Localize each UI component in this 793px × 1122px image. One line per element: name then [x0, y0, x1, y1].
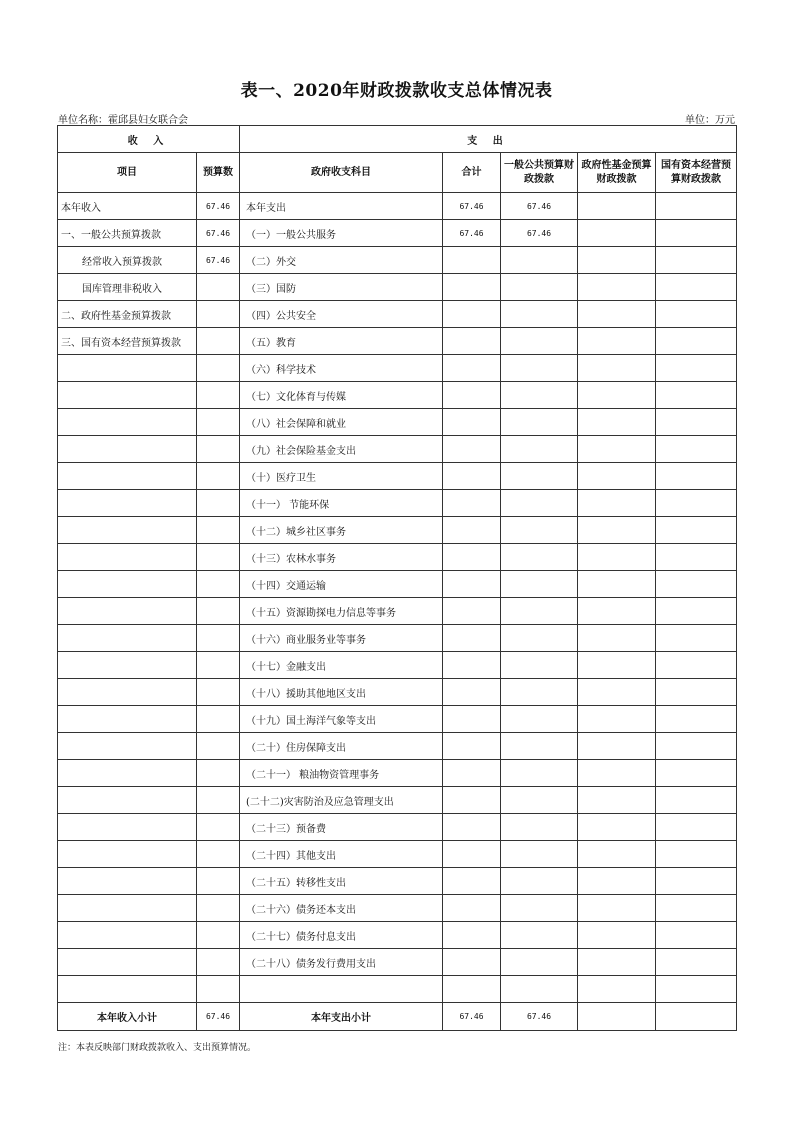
cell-state [656, 652, 737, 679]
cell-state [656, 787, 737, 814]
col-budget-header: 预算数 [197, 153, 240, 193]
cell-state [656, 517, 737, 544]
cell-state [656, 274, 737, 301]
cell-state [656, 301, 737, 328]
cell-budget: 67.46 [197, 220, 240, 247]
table-row [58, 760, 737, 787]
cell-item [58, 760, 197, 787]
cell-subject: （二十三）预备费 [240, 814, 443, 841]
cell-subject: （九）社会保险基金支出 [240, 436, 443, 463]
cell-total [443, 247, 501, 274]
cell-budget [197, 355, 240, 382]
cell-state [656, 976, 737, 1003]
expense-subtotal-total: 67.46 [443, 1003, 501, 1031]
cell-item [58, 706, 197, 733]
table-row [58, 868, 737, 895]
cell-state [656, 193, 737, 220]
cell-total: 67.46 [443, 220, 501, 247]
cell-budget: 67.46 [197, 193, 240, 220]
cell-item [58, 625, 197, 652]
table-row [58, 247, 737, 274]
cell-subject: 本年支出 [240, 193, 443, 220]
cell-total [443, 274, 501, 301]
table-row [58, 976, 737, 1003]
income-subtotal-label: 本年收入小计 [58, 1003, 197, 1031]
cell-item [58, 922, 197, 949]
cell-state [656, 922, 737, 949]
cell-state [656, 841, 737, 868]
cell-state [656, 760, 737, 787]
cell-item [58, 787, 197, 814]
cell-item [58, 355, 197, 382]
cell-total [443, 409, 501, 436]
cell-state [656, 490, 737, 517]
cell-general [501, 760, 578, 787]
cell-total [443, 922, 501, 949]
cell-state [656, 436, 737, 463]
table-row [58, 436, 737, 463]
cell-total [443, 787, 501, 814]
cell-subject: （二十）住房保障支出 [240, 733, 443, 760]
table-row [58, 328, 737, 355]
cell-fund [578, 355, 656, 382]
cell-general [501, 382, 578, 409]
cell-item [58, 949, 197, 976]
cell-fund [578, 895, 656, 922]
cell-item [58, 841, 197, 868]
cell-budget [197, 463, 240, 490]
table-row [58, 895, 737, 922]
cell-subject: （一）一般公共服务 [240, 220, 443, 247]
cell-state [656, 571, 737, 598]
cell-budget [197, 895, 240, 922]
cell-budget [197, 436, 240, 463]
cell-total [443, 382, 501, 409]
income-header: 收 入 [58, 126, 240, 153]
cell-subject: （十七）金融支出 [240, 652, 443, 679]
cell-fund [578, 841, 656, 868]
cell-general [501, 409, 578, 436]
expense-header: 支 出 [240, 126, 737, 153]
cell-state [656, 409, 737, 436]
cell-total [443, 301, 501, 328]
cell-subject: （二十七）债务付息支出 [240, 922, 443, 949]
cell-fund [578, 598, 656, 625]
cell-total [443, 949, 501, 976]
cell-subject: （十三）农林水事务 [240, 544, 443, 571]
cell-budget [197, 868, 240, 895]
col-fund-header: 政府性基金预算财政拨款 [578, 153, 656, 193]
cell-fund [578, 976, 656, 1003]
cell-state [656, 220, 737, 247]
cell-subject: （二十六）债务还本支出 [240, 895, 443, 922]
cell-budget [197, 679, 240, 706]
cell-subject: （十五）资源勘探电力信息等事务 [240, 598, 443, 625]
cell-general [501, 490, 578, 517]
cell-subject: （二十一） 粮油物资管理事务 [240, 760, 443, 787]
cell-general [501, 625, 578, 652]
cell-total [443, 760, 501, 787]
cell-general [501, 544, 578, 571]
table-row [58, 571, 737, 598]
table-row [58, 652, 737, 679]
cell-budget [197, 517, 240, 544]
cell-fund [578, 193, 656, 220]
table-row [58, 706, 737, 733]
table-row [58, 274, 737, 301]
cell-general [501, 787, 578, 814]
cell-subject: （十一） 节能环保 [240, 490, 443, 517]
cell-fund [578, 544, 656, 571]
col-total-header: 合计 [443, 153, 501, 193]
expense-subtotal-fund [578, 1003, 656, 1031]
cell-state [656, 868, 737, 895]
cell-budget [197, 841, 240, 868]
unit-label: 单位：万元 [685, 115, 735, 126]
cell-general [501, 328, 578, 355]
cell-total [443, 895, 501, 922]
cell-budget [197, 706, 240, 733]
table-row [58, 625, 737, 652]
cell-state [656, 328, 737, 355]
table-row [58, 517, 737, 544]
cell-budget [197, 598, 240, 625]
col-item-header: 项目 [58, 153, 197, 193]
cell-subject: （十二）城乡社区事务 [240, 517, 443, 544]
cell-total: 67.46 [443, 193, 501, 220]
cell-total [443, 544, 501, 571]
cell-general [501, 463, 578, 490]
cell-fund [578, 220, 656, 247]
cell-state [656, 598, 737, 625]
cell-budget [197, 571, 240, 598]
cell-fund [578, 328, 656, 355]
cell-fund [578, 247, 656, 274]
cell-item: 经常收入预算拨款 [58, 247, 197, 274]
cell-fund [578, 436, 656, 463]
cell-budget [197, 949, 240, 976]
cell-fund [578, 733, 656, 760]
cell-fund [578, 301, 656, 328]
cell-general [501, 355, 578, 382]
cell-fund [578, 571, 656, 598]
cell-fund [578, 679, 656, 706]
cell-fund [578, 409, 656, 436]
cell-item: 国库管理非税收入 [58, 274, 197, 301]
cell-item [58, 868, 197, 895]
cell-general [501, 949, 578, 976]
cell-state [656, 949, 737, 976]
cell-fund [578, 652, 656, 679]
unit-name: 单位名称：霍邱县妇女联合会 [58, 115, 188, 126]
table-row [58, 733, 737, 760]
cell-total [443, 355, 501, 382]
cell-state [656, 382, 737, 409]
cell-subject: (二十二)灾害防治及应急管理支出 [240, 787, 443, 814]
cell-total [443, 679, 501, 706]
cell-general [501, 679, 578, 706]
cell-budget [197, 274, 240, 301]
page-title: 表一、2020年财政拨款收支总体情况表 [240, 81, 553, 101]
cell-subject: （五）教育 [240, 328, 443, 355]
header-row-columns [58, 153, 737, 193]
table-row [58, 409, 737, 436]
table-row [58, 382, 737, 409]
cell-subject: （八）社会保障和就业 [240, 409, 443, 436]
cell-total [443, 976, 501, 1003]
cell-general [501, 976, 578, 1003]
table-row [58, 598, 737, 625]
cell-budget: 67.46 [197, 247, 240, 274]
cell-total [443, 625, 501, 652]
cell-state [656, 814, 737, 841]
cell-budget [197, 625, 240, 652]
cell-fund [578, 382, 656, 409]
cell-item [58, 814, 197, 841]
col-subject-header: 政府收支科目 [240, 153, 443, 193]
cell-fund [578, 625, 656, 652]
cell-fund [578, 868, 656, 895]
cell-subject [240, 976, 443, 1003]
table-row [58, 463, 737, 490]
cell-budget [197, 409, 240, 436]
cell-total [443, 868, 501, 895]
cell-item [58, 895, 197, 922]
cell-budget [197, 652, 240, 679]
cell-general [501, 517, 578, 544]
cell-fund [578, 922, 656, 949]
cell-subject: （十）医疗卫生 [240, 463, 443, 490]
cell-total [443, 598, 501, 625]
cell-item: 本年收入 [58, 193, 197, 220]
expense-subtotal-label: 本年支出小计 [240, 1003, 443, 1031]
cell-budget [197, 733, 240, 760]
cell-subject: （十八）援助其他地区支出 [240, 679, 443, 706]
expense-subtotal-state [656, 1003, 737, 1031]
income-subtotal-value: 67.46 [197, 1003, 240, 1031]
cell-state [656, 544, 737, 571]
footer-row [58, 1003, 737, 1031]
cell-general [501, 571, 578, 598]
cell-subject: （二十五）转移性支出 [240, 868, 443, 895]
cell-general: 67.46 [501, 220, 578, 247]
cell-fund [578, 787, 656, 814]
cell-subject: （十六）商业服务业等事务 [240, 625, 443, 652]
cell-budget [197, 328, 240, 355]
cell-state [656, 706, 737, 733]
cell-subject: （三）国防 [240, 274, 443, 301]
cell-budget [197, 382, 240, 409]
cell-budget [197, 301, 240, 328]
table-row [58, 787, 737, 814]
cell-item [58, 652, 197, 679]
cell-item [58, 382, 197, 409]
table-row [58, 949, 737, 976]
cell-fund [578, 760, 656, 787]
cell-budget [197, 760, 240, 787]
cell-item [58, 436, 197, 463]
cell-item [58, 463, 197, 490]
table-row [58, 841, 737, 868]
cell-general [501, 598, 578, 625]
cell-item [58, 490, 197, 517]
cell-fund [578, 814, 656, 841]
table-row [58, 193, 737, 220]
cell-fund [578, 490, 656, 517]
cell-general [501, 652, 578, 679]
table-row [58, 355, 737, 382]
cell-general [501, 841, 578, 868]
cell-state [656, 733, 737, 760]
cell-total [443, 733, 501, 760]
cell-general [501, 301, 578, 328]
cell-total [443, 652, 501, 679]
cell-total [443, 706, 501, 733]
cell-state [656, 679, 737, 706]
expense-subtotal-general: 67.46 [501, 1003, 578, 1031]
cell-fund [578, 949, 656, 976]
cell-subject: （四）公共安全 [240, 301, 443, 328]
cell-general [501, 733, 578, 760]
cell-state [656, 463, 737, 490]
cell-item: 三、国有资本经营预算拨款 [58, 328, 197, 355]
cell-fund [578, 706, 656, 733]
table-row [58, 814, 737, 841]
cell-item [58, 733, 197, 760]
cell-subject: （十四）交通运输 [240, 571, 443, 598]
cell-fund [578, 517, 656, 544]
cell-subject: （七）文化体育与传媒 [240, 382, 443, 409]
cell-total [443, 841, 501, 868]
cell-general [501, 247, 578, 274]
footnote: 注：本表反映部门财政拨款收入、支出预算情况。 [58, 1043, 257, 1053]
cell-state [656, 895, 737, 922]
cell-subject: （二）外交 [240, 247, 443, 274]
cell-item [58, 679, 197, 706]
cell-total [443, 463, 501, 490]
cell-total [443, 571, 501, 598]
budget-table [57, 125, 737, 1031]
cell-budget [197, 544, 240, 571]
cell-state [656, 355, 737, 382]
header-row-sections [58, 126, 737, 153]
table-row [58, 220, 737, 247]
table-row [58, 490, 737, 517]
cell-budget [197, 814, 240, 841]
cell-item [58, 544, 197, 571]
col-general-header: 一般公共预算财政拨款 [501, 153, 578, 193]
cell-item: 二、政府性基金预算拨款 [58, 301, 197, 328]
cell-fund [578, 274, 656, 301]
cell-subject: （二十四）其他支出 [240, 841, 443, 868]
cell-budget [197, 922, 240, 949]
table-row [58, 301, 737, 328]
cell-fund [578, 463, 656, 490]
cell-total [443, 490, 501, 517]
cell-item [58, 409, 197, 436]
cell-subject: （十九）国土海洋气象等支出 [240, 706, 443, 733]
cell-state [656, 247, 737, 274]
cell-total [443, 814, 501, 841]
cell-general: 67.46 [501, 193, 578, 220]
cell-item [58, 571, 197, 598]
cell-item [58, 598, 197, 625]
cell-state [656, 625, 737, 652]
cell-total [443, 328, 501, 355]
cell-total [443, 436, 501, 463]
cell-general [501, 436, 578, 463]
cell-general [501, 895, 578, 922]
cell-item [58, 976, 197, 1003]
cell-general [501, 814, 578, 841]
cell-budget [197, 787, 240, 814]
cell-subject: （二十八）债务发行费用支出 [240, 949, 443, 976]
cell-general [501, 274, 578, 301]
cell-general [501, 868, 578, 895]
cell-item [58, 517, 197, 544]
cell-general [501, 706, 578, 733]
cell-subject: （六）科学技术 [240, 355, 443, 382]
table-row [58, 922, 737, 949]
col-state-header: 国有资本经营预算财政拨款 [656, 153, 737, 193]
cell-total [443, 517, 501, 544]
table-row [58, 544, 737, 571]
cell-budget [197, 976, 240, 1003]
cell-budget [197, 490, 240, 517]
cell-item: 一、一般公共预算拨款 [58, 220, 197, 247]
cell-general [501, 922, 578, 949]
table-row [58, 679, 737, 706]
